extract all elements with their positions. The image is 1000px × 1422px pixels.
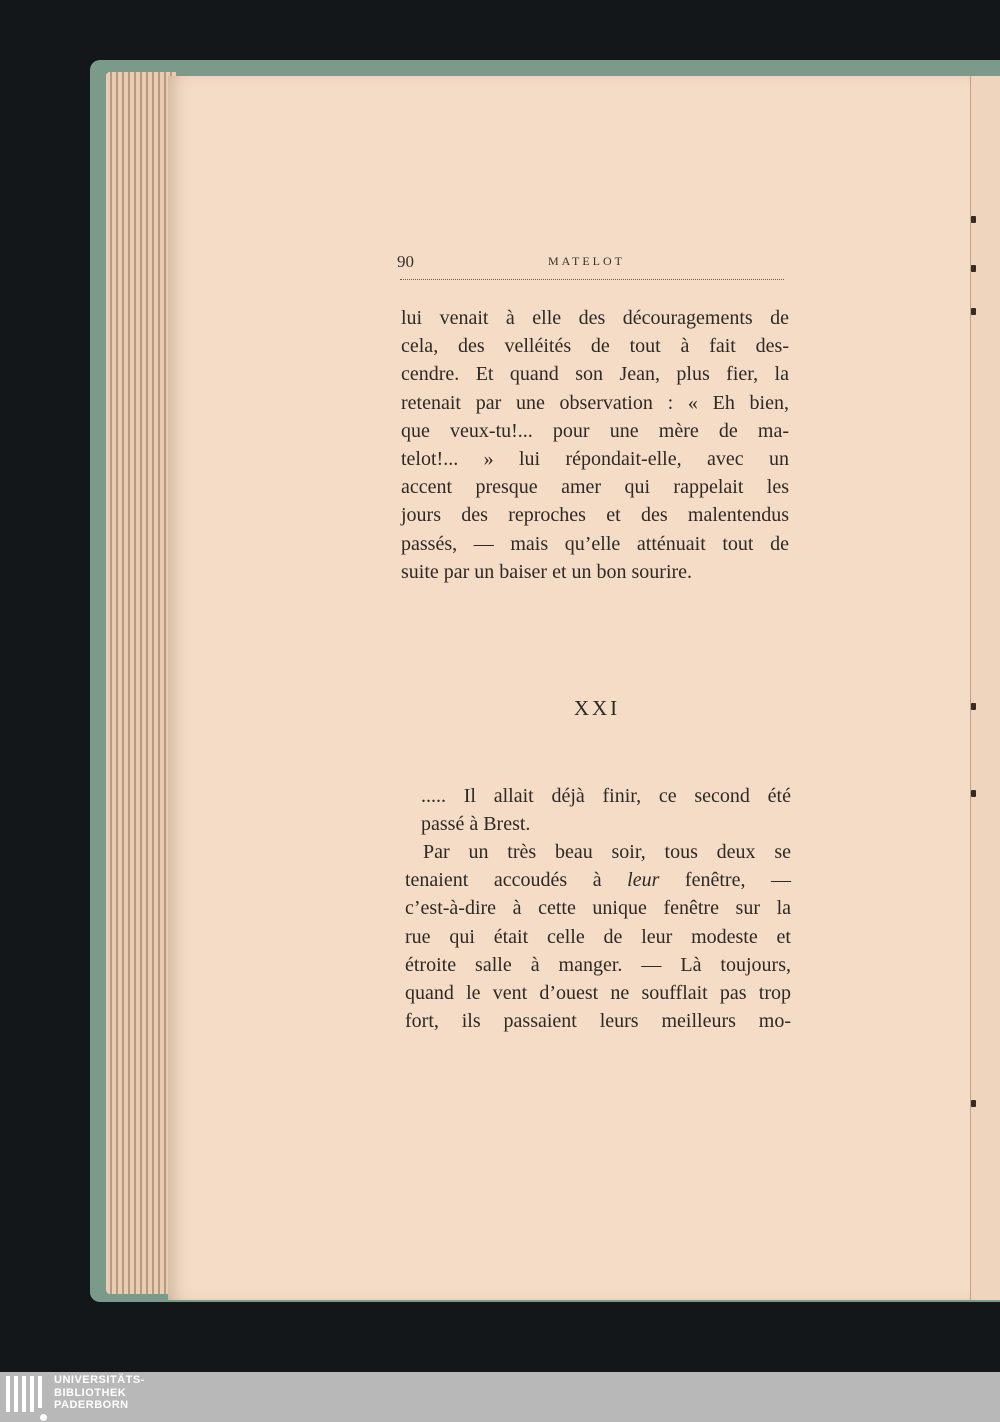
binding-stitch — [971, 308, 976, 315]
library-name-line: UNIVERSITÄTS- — [54, 1374, 145, 1386]
text-line: étroite salle à manger. — Là toujours, — [405, 953, 791, 976]
text-line: quand le vent d’ouest ne soufflait pas trop — [405, 981, 791, 1004]
paragraph-3 — [405, 838, 791, 1035]
chapter-heading: XXI — [573, 696, 621, 720]
text-line: suite par un baiser et un bon sourire. — [401, 560, 693, 583]
text-line: c’est-à-dire à cette unique fenêtre sur la — [405, 897, 791, 920]
text-line: passé à Brest. — [421, 813, 531, 836]
header-rule — [400, 279, 784, 280]
text-line: jours des reproches et des malentendus — [401, 504, 789, 527]
running-head: MATELOT — [548, 254, 625, 268]
library-name-line: BIBLIOTHEK — [54, 1386, 127, 1399]
binding-stitch — [971, 1100, 976, 1107]
facing-page-gutter — [970, 76, 1000, 1300]
text-line: cela, des velléités de tout à fait des- — [401, 335, 789, 358]
binding-stitch — [971, 265, 976, 272]
paragraph-1 — [401, 304, 789, 586]
text-line: rue qui était celle de leur modeste et — [405, 925, 791, 948]
text-line: retenait par une observation : « Eh bien, — [401, 391, 789, 414]
text-line: que veux-tu!... pour une mère de ma- — [401, 419, 789, 442]
text-line: lui venait à elle des découragements de — [401, 307, 789, 329]
library-logo-icon — [6, 1376, 50, 1420]
library-footer — [0, 1372, 1000, 1422]
text-line: Par un très beau soir, tous deux se — [423, 841, 791, 863]
paragraph-2 — [401, 782, 791, 838]
text-line: accent presque amer qui rappelait les — [401, 476, 789, 499]
page-number: 90 — [397, 252, 414, 271]
text-line: fort, ils passaient leurs meilleurs mo- — [405, 1010, 791, 1033]
text-line: telot!... » lui répondait-elle, avec un — [401, 447, 789, 470]
binding-stitch — [971, 216, 976, 223]
library-name-line: PADERBORN — [54, 1399, 129, 1411]
binding-stitch — [971, 703, 976, 710]
text-line: tenaient accoudés à leur fenêtre, — — [405, 869, 792, 892]
text-line: passés, — mais qu’elle atténuait tout de — [401, 532, 789, 555]
text-line: ..... Il allait déjà finir, ce second été — [421, 785, 791, 807]
text-line: cendre. Et quand son Jean, plus fier, la — [401, 363, 789, 386]
page-edges — [106, 72, 176, 1294]
library-name — [54, 1374, 145, 1412]
emphasis: leur — [627, 869, 660, 892]
binding-stitch — [971, 790, 976, 797]
